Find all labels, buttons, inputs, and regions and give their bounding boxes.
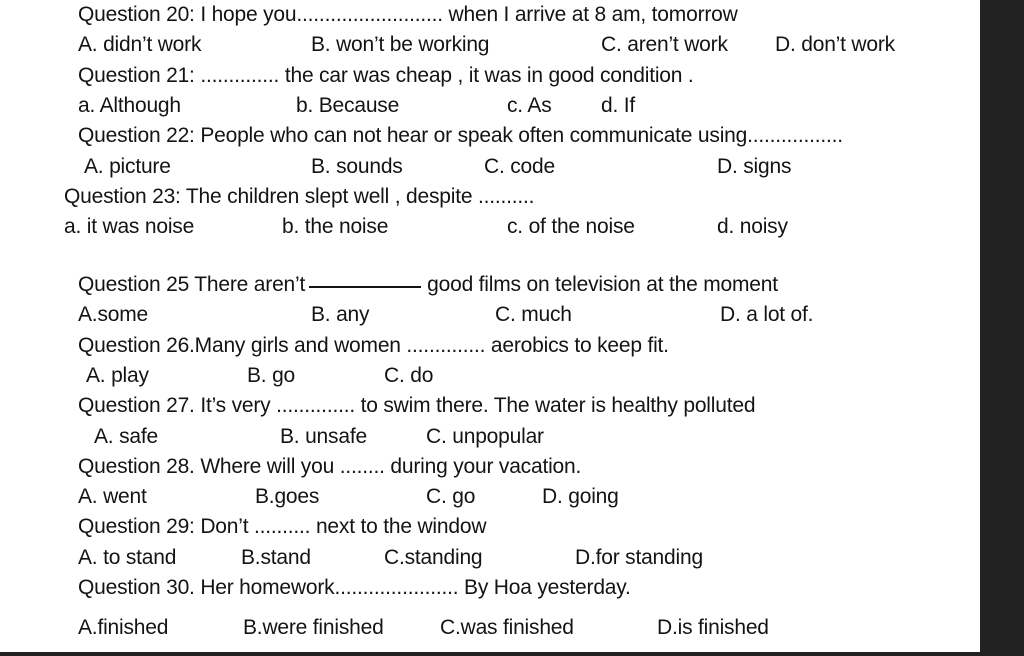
question-30-stem: Question 30. Her homework...................... By Hoa yesterday.	[78, 576, 631, 599]
question-23-stem: Question 23: The children slept well , despite ..........	[64, 185, 535, 208]
question-25-option-d: D. a lot of.	[720, 303, 814, 326]
question-20-option-a: A. didn’t work	[78, 33, 202, 56]
question-30-option-d: D.is finished	[657, 616, 769, 639]
question-25-option-a: A.some	[78, 303, 148, 326]
question-21-option-a: a. Although	[78, 94, 181, 117]
question-27-stem: Question 27. It’s very .............. to swim there. The water is healthy polluted	[78, 394, 756, 417]
question-28-option-c: C. go	[426, 485, 476, 508]
question-30-option-a: A.finished	[78, 616, 169, 639]
question-26-option-a: A. play	[86, 364, 149, 387]
question-28-stem: Question 28. Where will you ........ during your vacation.	[78, 455, 582, 478]
question-26-option-b: B. go	[247, 364, 296, 387]
question-22-option-c: C. code	[484, 155, 555, 178]
question-30-option-c: C.was finished	[440, 616, 574, 639]
answer-blank	[309, 286, 421, 288]
question-20-option-b: B. won’t be working	[311, 33, 490, 56]
question-25-stem-end: good films on television at the moment	[427, 273, 778, 296]
question-22-option-b: B. sounds	[311, 155, 403, 178]
question-21-option-c: c. As	[507, 94, 552, 117]
question-29-option-d: D.for standing	[575, 546, 703, 569]
question-20-option-d: D. don’t work	[775, 33, 895, 56]
question-22-stem: Question 22: People who can not hear or speak often communicate using.................	[78, 124, 843, 147]
question-23-option-c: c. of the noise	[507, 215, 635, 238]
question-28-option-d: D. going	[542, 485, 619, 508]
question-25-option-c: C. much	[495, 303, 572, 326]
question-25-stem-start: Question 25 There aren’t	[78, 273, 306, 296]
question-29-option-b: B.stand	[241, 546, 311, 569]
question-29-option-c: C.standing	[384, 546, 483, 569]
question-21-option-d: d. If	[601, 94, 636, 117]
question-26-option-c: C. do	[384, 364, 434, 387]
question-23-option-b: b. the noise	[282, 215, 389, 238]
question-21-stem: Question 21: .............. the car was cheap , it was in good condition .	[78, 64, 694, 87]
question-26-stem: Question 26.Many girls and women .............. aerobics to keep fit.	[78, 334, 669, 357]
question-29-option-a: A. to stand	[78, 546, 177, 569]
question-20-stem: Question 20: I hope you.......................... when I arrive at 8 am, tomorrow	[78, 3, 738, 26]
question-25-option-b: B. any	[311, 303, 370, 326]
question-28-option-b: B.goes	[255, 485, 320, 508]
question-23-option-a: a. it was noise	[64, 215, 195, 238]
question-22-option-d: D. signs	[717, 155, 792, 178]
question-29-stem: Question 29: Don’t .......... next to the window	[78, 515, 487, 538]
question-20-option-c: C. aren’t work	[601, 33, 728, 56]
question-22-option-a: A. picture	[84, 155, 171, 178]
question-27-option-a: A. safe	[94, 425, 158, 448]
question-27-option-c: C. unpopular	[426, 425, 544, 448]
question-30-option-b: B.were finished	[243, 616, 384, 639]
question-23-option-d: d. noisy	[717, 215, 788, 238]
question-27-option-b: B. unsafe	[280, 425, 367, 448]
question-28-option-a: A. went	[78, 485, 147, 508]
question-21-option-b: b. Because	[296, 94, 400, 117]
question-25-stem	[78, 273, 778, 297]
